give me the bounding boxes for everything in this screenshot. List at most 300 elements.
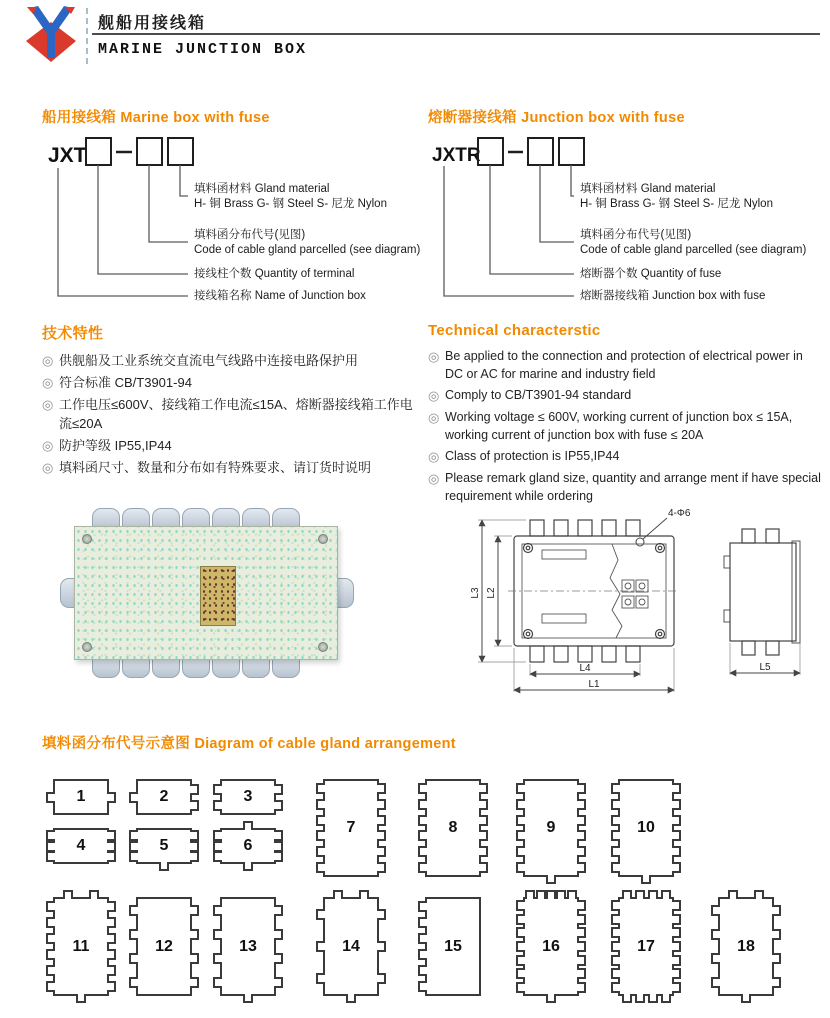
gland-tab xyxy=(516,982,525,993)
gland-tab xyxy=(274,851,283,862)
dim-L1: L1 xyxy=(588,679,600,690)
gland-tab xyxy=(190,851,199,862)
gland-arrangement-box-10 xyxy=(618,779,674,877)
gland-tab xyxy=(274,784,283,795)
gland-tab xyxy=(479,799,488,810)
gland-tab xyxy=(213,953,222,964)
callout-line1: 填料函分布代号(见图) xyxy=(194,229,306,241)
gland-box-number: 1 xyxy=(76,788,86,805)
gland-tab xyxy=(129,851,138,862)
gland-tab xyxy=(577,982,586,993)
gland-tab xyxy=(316,846,325,857)
dim-L2: L2 xyxy=(486,587,497,599)
gland-tab xyxy=(611,982,620,993)
gland-tab xyxy=(377,799,386,810)
list-item xyxy=(42,436,414,455)
gland-tab xyxy=(129,977,138,988)
gland-arrangement-box-4 xyxy=(53,828,109,864)
product-label xyxy=(200,566,236,626)
heading-gland-diagram: 填料函分布代号示意图 Diagram of cable gland arrangement xyxy=(42,736,456,752)
gland-tab xyxy=(418,949,427,960)
gland-tab xyxy=(635,890,645,899)
gland-tab xyxy=(190,905,199,916)
gland-tab xyxy=(525,890,535,899)
gland-tab xyxy=(648,994,658,1003)
gland-tab xyxy=(190,953,199,964)
gland-tab xyxy=(479,783,488,794)
gland-tab xyxy=(611,783,620,794)
tech-heading-cn: 技术特性 xyxy=(42,325,104,342)
item-text: Please remark gland size, quantity and arrange ment if have special requirement while ordering xyxy=(445,471,821,503)
gland-tab xyxy=(346,994,356,1003)
callout-line2: H- 铜 Brass G- 钢 Steel S- 尼龙 Nylon xyxy=(194,198,387,210)
gland-tab xyxy=(611,941,620,952)
model-code: JXT xyxy=(48,144,87,167)
gland-tab xyxy=(546,994,556,1003)
model-boxes xyxy=(86,138,193,165)
gland-tab xyxy=(772,905,781,916)
bullet-icon: ◎ xyxy=(428,349,440,364)
gland-tab xyxy=(243,994,253,1003)
gland-tab xyxy=(377,783,386,794)
gland-arrangement-box-6 xyxy=(220,828,276,864)
gland-tab xyxy=(377,909,386,920)
tech-heading-en: Technical characterstic xyxy=(428,322,601,339)
gland-box-number: 4 xyxy=(76,837,86,854)
gland-arrangement-box-3 xyxy=(220,779,276,815)
list-item xyxy=(428,447,822,466)
gland-tab xyxy=(516,815,525,826)
gland-tab xyxy=(711,977,720,988)
callout-gland-code xyxy=(194,228,420,258)
gland-tab xyxy=(274,830,283,841)
gland-tab xyxy=(672,968,681,979)
gland-tab xyxy=(672,846,681,857)
callout-line2: H- 铜 Brass G- 钢 Steel S- 尼龙 Nylon xyxy=(580,198,773,210)
gland-tab xyxy=(107,851,116,862)
gland-tab xyxy=(316,783,325,794)
list-item xyxy=(42,458,414,477)
gland-arrangement-box-17 xyxy=(618,897,674,996)
callout-line1: 填料函材料 Gland material xyxy=(580,183,716,195)
product-photo xyxy=(58,498,370,690)
gland-tab xyxy=(622,994,632,1003)
gland-tab xyxy=(418,815,427,826)
gland-tab xyxy=(418,862,427,873)
gland-tab xyxy=(661,994,671,1003)
gland-box-number: 14 xyxy=(342,937,360,955)
gland-tab xyxy=(89,890,99,899)
item-text: 工作电压≤600V、接线箱工作电流≤15A、熔断器接线箱工作电流≤20A xyxy=(59,397,413,431)
gland-tab xyxy=(711,929,720,940)
callout-line2: Code of cable gland parcelled (see diagram) xyxy=(580,244,807,256)
gland-tab xyxy=(274,953,283,964)
gland-tab xyxy=(129,929,138,940)
gland-tab xyxy=(516,862,525,873)
gland-tab xyxy=(46,917,55,928)
gland-tab xyxy=(46,933,55,944)
gland-tab xyxy=(635,994,645,1003)
gland-tab xyxy=(672,927,681,938)
page-title-en: MARINE JUNCTION BOX xyxy=(98,41,308,58)
gland-tab xyxy=(672,900,681,911)
tech-list-cn xyxy=(42,351,414,477)
model-code: JXTR xyxy=(432,145,481,166)
gland-tab xyxy=(672,783,681,794)
gland-tab xyxy=(129,792,138,803)
bullet-icon: ◎ xyxy=(42,353,54,368)
gland-tab xyxy=(577,955,586,966)
gland-tab xyxy=(107,949,116,960)
callout-line2: Code of cable gland parcelled (see diagram) xyxy=(194,244,421,256)
gland-tab xyxy=(316,830,325,841)
gland-box-number: 15 xyxy=(444,937,462,955)
gland-tab xyxy=(516,783,525,794)
tech-list-en xyxy=(428,347,822,505)
bullet-icon: ◎ xyxy=(42,397,54,412)
gland-arrangement-box-8 xyxy=(425,779,481,877)
gland-tab xyxy=(516,900,525,911)
gland-tab xyxy=(316,909,325,920)
header-divider xyxy=(86,8,88,64)
gland-tab xyxy=(129,953,138,964)
gland-tab xyxy=(556,890,566,899)
gland-tab xyxy=(213,851,222,862)
item-text: Class of protection is IP55,IP44 xyxy=(445,449,620,463)
gland-tab xyxy=(46,841,55,852)
gland-tab xyxy=(213,830,222,841)
corner-screw xyxy=(318,534,328,544)
gland-tab xyxy=(577,830,586,841)
gland-tab xyxy=(577,846,586,857)
model-boxes xyxy=(478,138,584,165)
gland-tab xyxy=(359,890,369,899)
gland-tab xyxy=(190,830,199,841)
gland-box-number: 7 xyxy=(346,819,356,836)
gland-tab xyxy=(377,862,386,873)
gland-arrangement-box-2 xyxy=(136,779,192,815)
gland-tab xyxy=(107,981,116,992)
gland-tab xyxy=(577,815,586,826)
callout-line1: 填料函分布代号(见图) xyxy=(580,229,692,241)
callout-gland-material xyxy=(580,182,773,212)
gland-tab xyxy=(418,965,427,976)
gland-arrangement-box-5 xyxy=(136,828,192,864)
gland-tab xyxy=(672,914,681,925)
gland-tab xyxy=(479,830,488,841)
callout-line1: 填料函材料 Gland material xyxy=(194,183,330,195)
gland-arrangement-grid xyxy=(40,762,800,1012)
gland-tab xyxy=(107,933,116,944)
gland-tab xyxy=(577,927,586,938)
gland-tab xyxy=(418,799,427,810)
gland-tab xyxy=(672,862,681,873)
gland-tab xyxy=(418,901,427,912)
gland-tab xyxy=(711,905,720,916)
gland-tab xyxy=(129,841,138,852)
gland-tab xyxy=(577,941,586,952)
gland-tab xyxy=(611,815,620,826)
gland-tab xyxy=(479,815,488,826)
gland-tab xyxy=(213,929,222,940)
gland-tab xyxy=(46,851,55,862)
callout-lines xyxy=(444,165,574,296)
item-text: Working voltage ≤ 600V, working current of junction box ≤ 15A, working current of junction box with fuse ≤ 20A xyxy=(445,410,793,442)
gland-tab xyxy=(641,875,651,884)
gland-tab xyxy=(213,977,222,988)
bullet-icon: ◎ xyxy=(428,471,440,486)
gland-tab xyxy=(536,890,546,899)
gland-tab xyxy=(728,890,738,899)
gland-tab xyxy=(274,929,283,940)
gland-arrangement-box-15 xyxy=(425,897,481,996)
model-diagram-jxt xyxy=(42,132,422,317)
gland-tab xyxy=(129,830,138,841)
gland-tab xyxy=(672,955,681,966)
gland-tab xyxy=(672,799,681,810)
bullet-icon: ◎ xyxy=(42,460,54,475)
gland-tab xyxy=(418,933,427,944)
gland-tab xyxy=(577,968,586,979)
gland-tab xyxy=(213,905,222,916)
gland-tab xyxy=(546,890,556,899)
callout-lines xyxy=(58,165,188,296)
gland-tab xyxy=(46,830,55,841)
header-rule xyxy=(92,33,820,35)
gland-arrangement-box-12 xyxy=(136,897,192,996)
gland-tab xyxy=(46,949,55,960)
bullet-icon: ◎ xyxy=(428,410,440,425)
gland-tab xyxy=(567,890,577,899)
gland-tab xyxy=(418,917,427,928)
gland-box-number: 17 xyxy=(637,937,655,955)
gland-box-number: 9 xyxy=(546,819,556,836)
gland-box-number: 8 xyxy=(448,819,458,836)
gland-tab xyxy=(377,973,386,984)
item-text: Be applied to the connection and protection of electrical power in DC or AC for marine and industry field xyxy=(445,349,803,381)
gland-tab xyxy=(213,841,222,852)
gland-tab xyxy=(577,914,586,925)
corner-screw xyxy=(82,534,92,544)
gland-tab xyxy=(672,815,681,826)
gland-tab xyxy=(274,841,283,852)
gland-tab xyxy=(754,890,764,899)
gland-tab xyxy=(577,783,586,794)
gland-tab xyxy=(672,830,681,841)
gland-tab xyxy=(516,914,525,925)
gland-tab xyxy=(46,981,55,992)
gland-tab xyxy=(611,830,620,841)
gland-tab xyxy=(190,800,199,811)
gland-arrangement-box-11 xyxy=(53,897,109,996)
gland-tab xyxy=(107,917,116,928)
gland-tab xyxy=(516,941,525,952)
gland-arrangement-box-7 xyxy=(323,779,379,877)
gland-box-number: 2 xyxy=(159,788,169,805)
gland-tab xyxy=(516,799,525,810)
gland-tab xyxy=(661,890,671,899)
gland-arrangement-box-9 xyxy=(523,779,579,877)
dim-L4: L4 xyxy=(579,663,591,674)
gland-box-number: 12 xyxy=(155,937,173,955)
gland-box-number: 16 xyxy=(542,937,560,955)
gland-tab xyxy=(611,914,620,925)
callout-fuse-qty: 熔断器个数 Quantity of fuse xyxy=(580,268,722,280)
gland-tab xyxy=(418,981,427,992)
gland-tab xyxy=(622,890,632,899)
gland-tab xyxy=(107,901,116,912)
gland-tab xyxy=(107,965,116,976)
tech-section-cn xyxy=(42,322,414,480)
hole-note-text: 4-Φ6 xyxy=(668,508,691,519)
gland-arrangement-box-13 xyxy=(220,897,276,996)
gland-tab xyxy=(316,862,325,873)
bullet-icon: ◎ xyxy=(428,388,440,403)
gland-box-number: 13 xyxy=(239,937,257,955)
corner-screw xyxy=(318,642,328,652)
gland-tab xyxy=(274,800,283,811)
list-item xyxy=(42,373,414,392)
gland-tab xyxy=(159,862,169,871)
gland-tab xyxy=(611,968,620,979)
technical-drawing xyxy=(462,498,822,703)
gland-arrangement-box-16 xyxy=(523,897,579,996)
gland-tab xyxy=(711,953,720,964)
gland-tab xyxy=(772,977,781,988)
item-text: 防护等级 IP55,IP44 xyxy=(59,438,172,453)
callout-gland-material xyxy=(194,182,387,212)
gland-arrangement-box-14 xyxy=(323,897,379,996)
gland-tab xyxy=(418,846,427,857)
list-item xyxy=(428,347,822,383)
gland-tab xyxy=(377,830,386,841)
gland-tab xyxy=(46,792,55,803)
gland-arrangement-box-18 xyxy=(718,897,774,996)
page-title-cn: 舰船用接线箱 xyxy=(98,15,207,32)
gland-tab xyxy=(516,927,525,938)
gland-tab xyxy=(611,799,620,810)
list-item xyxy=(428,408,822,444)
gland-tab xyxy=(672,941,681,952)
gland-tab xyxy=(516,968,525,979)
gland-tab xyxy=(479,846,488,857)
gland-tab xyxy=(672,982,681,993)
callout-terminal-qty: 接线柱个数 Quantity of terminal xyxy=(194,268,355,280)
gland-arrangement-box-1 xyxy=(53,779,109,815)
item-text: 供舰船及工业系统交直流电气线路中连接电路保护用 xyxy=(59,353,359,368)
gland-tab xyxy=(418,830,427,841)
dim-L3: L3 xyxy=(470,587,481,599)
callout-box-name: 熔断器接线箱 Junction box with fuse xyxy=(580,290,766,302)
gland-tab xyxy=(516,955,525,966)
gland-box-number: 10 xyxy=(637,819,655,836)
gland-tab xyxy=(611,955,620,966)
gland-tab xyxy=(377,941,386,952)
bullet-icon: ◎ xyxy=(42,438,54,453)
bullet-icon: ◎ xyxy=(428,449,440,464)
gland-tab xyxy=(316,799,325,810)
company-logo xyxy=(24,6,78,64)
gland-box-number: 6 xyxy=(243,837,253,854)
gland-tab xyxy=(611,927,620,938)
gland-tab xyxy=(243,862,253,871)
gland-tab xyxy=(46,965,55,976)
gland-tab xyxy=(377,815,386,826)
gland-box-number: 18 xyxy=(737,937,755,955)
gland-tab xyxy=(577,799,586,810)
page-header xyxy=(0,0,830,80)
gland-tab xyxy=(213,800,222,811)
gland-tab xyxy=(516,846,525,857)
gland-box-number: 3 xyxy=(243,788,253,805)
gland-tab xyxy=(63,890,73,899)
gland-tab xyxy=(479,862,488,873)
gland-tab xyxy=(107,841,116,852)
callout-box-name: 接线箱名称 Name of Junction box xyxy=(194,290,366,302)
callout-gland-code xyxy=(580,228,806,258)
gland-tab xyxy=(611,846,620,857)
bullet-icon: ◎ xyxy=(42,375,54,390)
dim-L5: L5 xyxy=(759,662,771,673)
gland-tab xyxy=(190,784,199,795)
gland-tab xyxy=(333,890,343,899)
gland-tab xyxy=(741,994,751,1003)
gland-tab xyxy=(129,905,138,916)
gland-tab xyxy=(316,815,325,826)
gland-tab xyxy=(190,841,199,852)
gland-box-number: 11 xyxy=(72,937,90,955)
gland-tab xyxy=(107,830,116,841)
gland-tab xyxy=(274,977,283,988)
list-item xyxy=(428,386,822,405)
gland-tab xyxy=(316,973,325,984)
model-diagram-jxtr xyxy=(428,132,808,317)
gland-tab xyxy=(190,929,199,940)
gland-tab xyxy=(316,941,325,952)
gland-tab xyxy=(577,900,586,911)
item-text: Comply to CB/T3901-94 standard xyxy=(445,388,632,402)
corner-screw xyxy=(82,642,92,652)
gland-tab xyxy=(76,994,86,1003)
gland-tab xyxy=(648,890,658,899)
gland-tab xyxy=(213,784,222,795)
gland-tab xyxy=(516,830,525,841)
gland-tab xyxy=(577,862,586,873)
gland-tab xyxy=(107,792,116,803)
gland-tab xyxy=(546,875,556,884)
heading-fuse-box: 熔断器接线箱 Junction box with fuse xyxy=(428,110,685,126)
gland-tab xyxy=(377,846,386,857)
logo-stem xyxy=(47,28,55,58)
gland-tab xyxy=(46,901,55,912)
item-text: 符合标准 CB/T3901-94 xyxy=(59,375,192,390)
gland-tab xyxy=(190,977,199,988)
gland-box-number: 5 xyxy=(159,837,169,854)
gland-tab xyxy=(418,783,427,794)
item-text: 填料函尺寸、数量和分布如有特殊要求、请订货时说明 xyxy=(59,460,372,475)
side-view xyxy=(724,529,800,655)
hole-callout xyxy=(636,508,691,546)
gland-tab xyxy=(772,953,781,964)
gland-tab xyxy=(611,900,620,911)
gland-tab xyxy=(243,821,253,830)
gland-tab xyxy=(611,862,620,873)
list-item xyxy=(42,395,414,433)
list-item xyxy=(42,351,414,370)
heading-marine-box: 船用接线箱 Marine box with fuse xyxy=(42,110,270,126)
gland-tab xyxy=(274,905,283,916)
gland-tab xyxy=(772,929,781,940)
